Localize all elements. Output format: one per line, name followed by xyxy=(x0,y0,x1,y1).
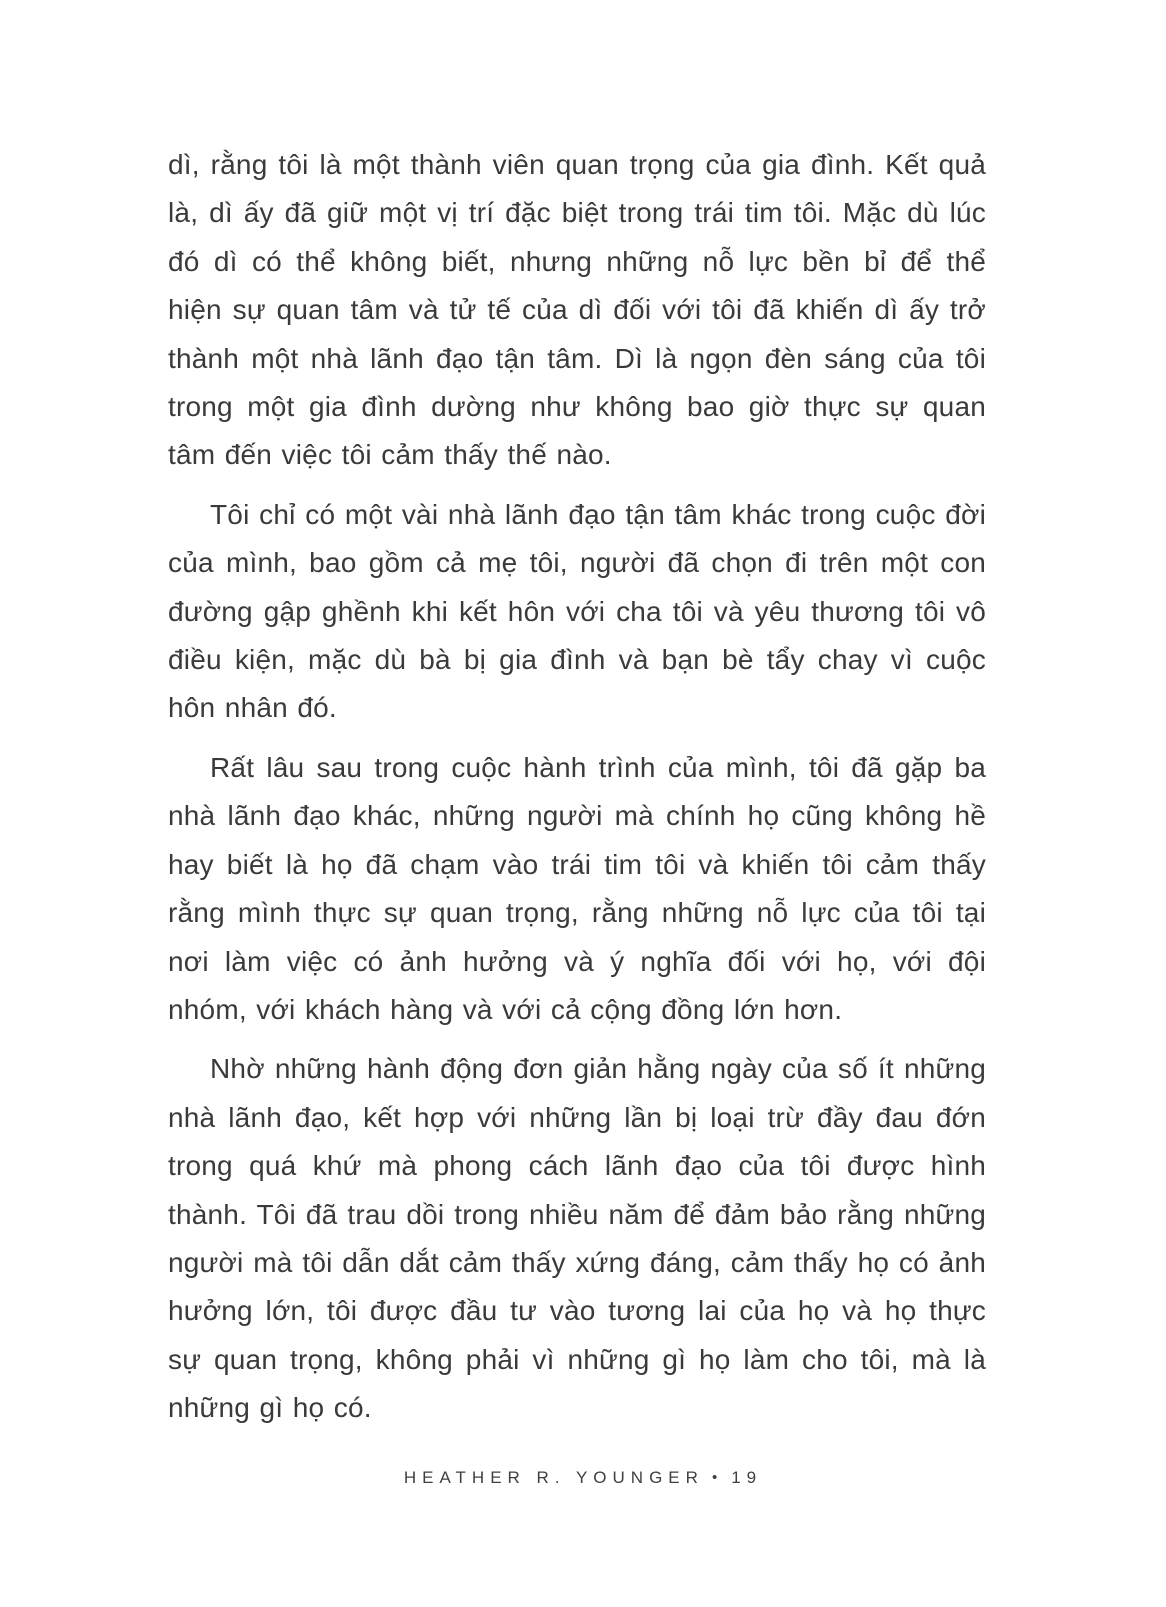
paragraph-4: Nhờ những hành động đơn giản hằng ngày của số ít những nhà lãnh đạo, kết hợp với những lần bị loại trừ đầy đau đớn trong quá khứ mà phong cách lãnh đạo của tôi được hình thành. Tôi đã trau dồi trong nhiều năm để đảm bảo rằng những người mà tôi dẫn dắt cảm thấy xứng đáng, cảm thấy họ có ảnh hưởng lớn, tôi được đầu tư vào tương lai của họ và họ thực sự quan trọng, không phải vì những gì họ làm cho tôi, mà là những gì họ có. xyxy=(168,1053,986,1424)
page-number: 19 xyxy=(731,1468,763,1487)
footer-separator-dot: • xyxy=(711,1469,724,1486)
paragraph-1: dì, rằng tôi là một thành viên quan trọng của gia đình. Kết quả là, dì ấy đã giữ một vị trí đặc biệt trong trái tim tôi. Mặc dù lúc đó dì có thể không biết, nhưng những nỗ lực bền bỉ để thể hiện sự quan tâm và tử tế của dì đối với tôi đã khiến dì ấy trở thành một nhà lãnh đạo tận tâm. Dì là ngọn đèn sáng của tôi trong một gia đình dường như không bao giờ thực sự quan tâm đến việc tôi cảm thấy thế nào. xyxy=(168,149,986,471)
running-footer-author: HEATHER R. YOUNGER xyxy=(403,1468,704,1487)
paragraph-3: Rất lâu sau trong cuộc hành trình của mình, tôi đã gặp ba nhà lãnh đạo khác, những người mà chính họ cũng không hề hay biết là họ đã chạm vào trái tim tôi và khiến tôi cảm thấy rằng mình thực sự quan trọng, rằng những nỗ lực của tôi tại nơi làm việc có ảnh hưởng và ý nghĩa đối với họ, với đội nhóm, với khách hàng và với cả cộng đồng lớn hơn. xyxy=(168,751,986,1025)
paragraph-2: Tôi chỉ có một vài nhà lãnh đạo tận tâm khác trong cuộc đời của mình, bao gồm cả mẹ tôi, người đã chọn đi trên một con đường gập ghềnh khi kết hôn với cha tôi và yêu thương tôi vô điều kiện, mặc dù bà bị gia đình và bạn bè tẩy chay vì cuộc hôn nhân đó. xyxy=(168,498,986,724)
page-footer xyxy=(0,1468,1166,1488)
page-text-block xyxy=(168,141,986,1444)
